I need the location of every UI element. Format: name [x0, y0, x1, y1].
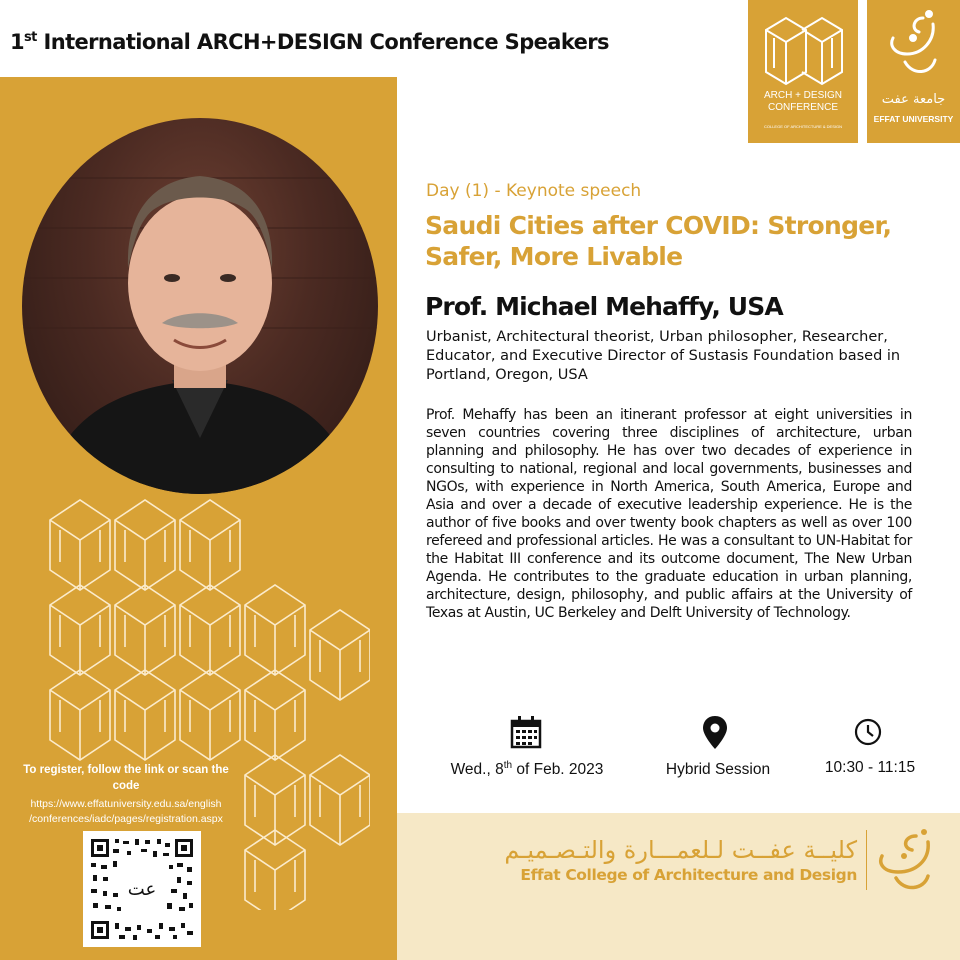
- event-mode: Hybrid Session: [665, 761, 771, 778]
- effat-footer-logo-icon: [872, 828, 942, 894]
- event-date-day: Wed., 8: [450, 761, 504, 778]
- effat-logo-icon: [883, 10, 945, 84]
- event-date: [444, 761, 610, 779]
- conference-logo-line2: CONFERENCE: [767, 102, 838, 113]
- speaker-photo-graphic: [22, 118, 378, 494]
- qr-code-graphic: [83, 831, 201, 947]
- register-link-line1[interactable]: https://www.effatuniversity.edu.sa/english: [30, 798, 222, 810]
- conference-logo-subtitle: COLLEGE OF ARCHITECTURE & DESIGN: [763, 124, 842, 129]
- svg-text:عت: عت: [127, 879, 157, 900]
- day-label: Day (1) - Keynote speech: [426, 181, 642, 201]
- speaker-bio: Prof. Mehaffy has been an itinerant professor at eight universities in seven countries covering three disciplines of architecture, urban planning and philosophy. He has over two decades of experience in consulting to national, regional and local governments, businesses and NGOs, with experience in North America, South America, Europe and Asia and over a decade of executive leadership experience. He is the author of five books and over twenty book chapters as well as over 100 refereed and professional articles. He was a consultant to UN-Habitat for the Habitat III conference and its outcome document, The New Urban Agenda. He contributes to the graduate education in urban planning, architecture, design, philosophy, and public affairs at the University of Texas at Austin, UC Berkeley and Delft University of Technology.: [426, 407, 912, 621]
- speaker-roles: Urbanist, Architectural theorist, Urban philosopher, Researcher, Educator, and Executive Director of Sustasis Foundation based in Portland, Oregon, USA: [426, 329, 901, 383]
- event-time: 10:30 - 11:15: [824, 759, 916, 776]
- effat-logo-arabic: جامعة عفت: [881, 92, 946, 107]
- register-link[interactable]: [8, 797, 244, 827]
- arch-design-conference-logo: [748, 0, 858, 143]
- qr-code[interactable]: [83, 831, 201, 947]
- event-date-rest: of Feb. 2023: [512, 761, 604, 778]
- title-ordinal: 1: [10, 30, 25, 54]
- conference-logo-icon: [762, 12, 846, 88]
- conference-logo-text: [748, 90, 858, 114]
- clock-icon: [853, 717, 883, 747]
- page-title: [10, 30, 609, 54]
- college-name-english: Effat College of Architecture and Design: [520, 866, 857, 884]
- calendar-icon: [509, 715, 543, 749]
- register-instruction: To register, follow the link or scan the code: [23, 764, 229, 792]
- conference-logo-line1: ARCH + DESIGN: [763, 90, 843, 101]
- location-pin-icon: [698, 715, 732, 749]
- college-name-arabic: كليــة عفــت لـلعمـــارة والتـصـميـم: [504, 836, 857, 864]
- speaker-name: Prof. Michael Mehaffy, USA: [425, 292, 783, 321]
- effat-logo-english: EFFAT UNIVERSITY: [873, 114, 954, 124]
- title-text: International ARCH+DESIGN Conference Speakers: [43, 30, 609, 54]
- event-date-suffix: th: [503, 759, 513, 771]
- speaker-photo: [22, 118, 378, 494]
- talk-title: Saudi Cities after COVID: Stronger, Safer, More Livable: [425, 211, 892, 271]
- effat-university-logo: [867, 0, 960, 143]
- register-link-line2[interactable]: /conferences/iadc/pages/registration.aspx: [29, 813, 223, 825]
- footer-divider: [866, 830, 867, 890]
- title-ordinal-suffix: st: [24, 30, 37, 45]
